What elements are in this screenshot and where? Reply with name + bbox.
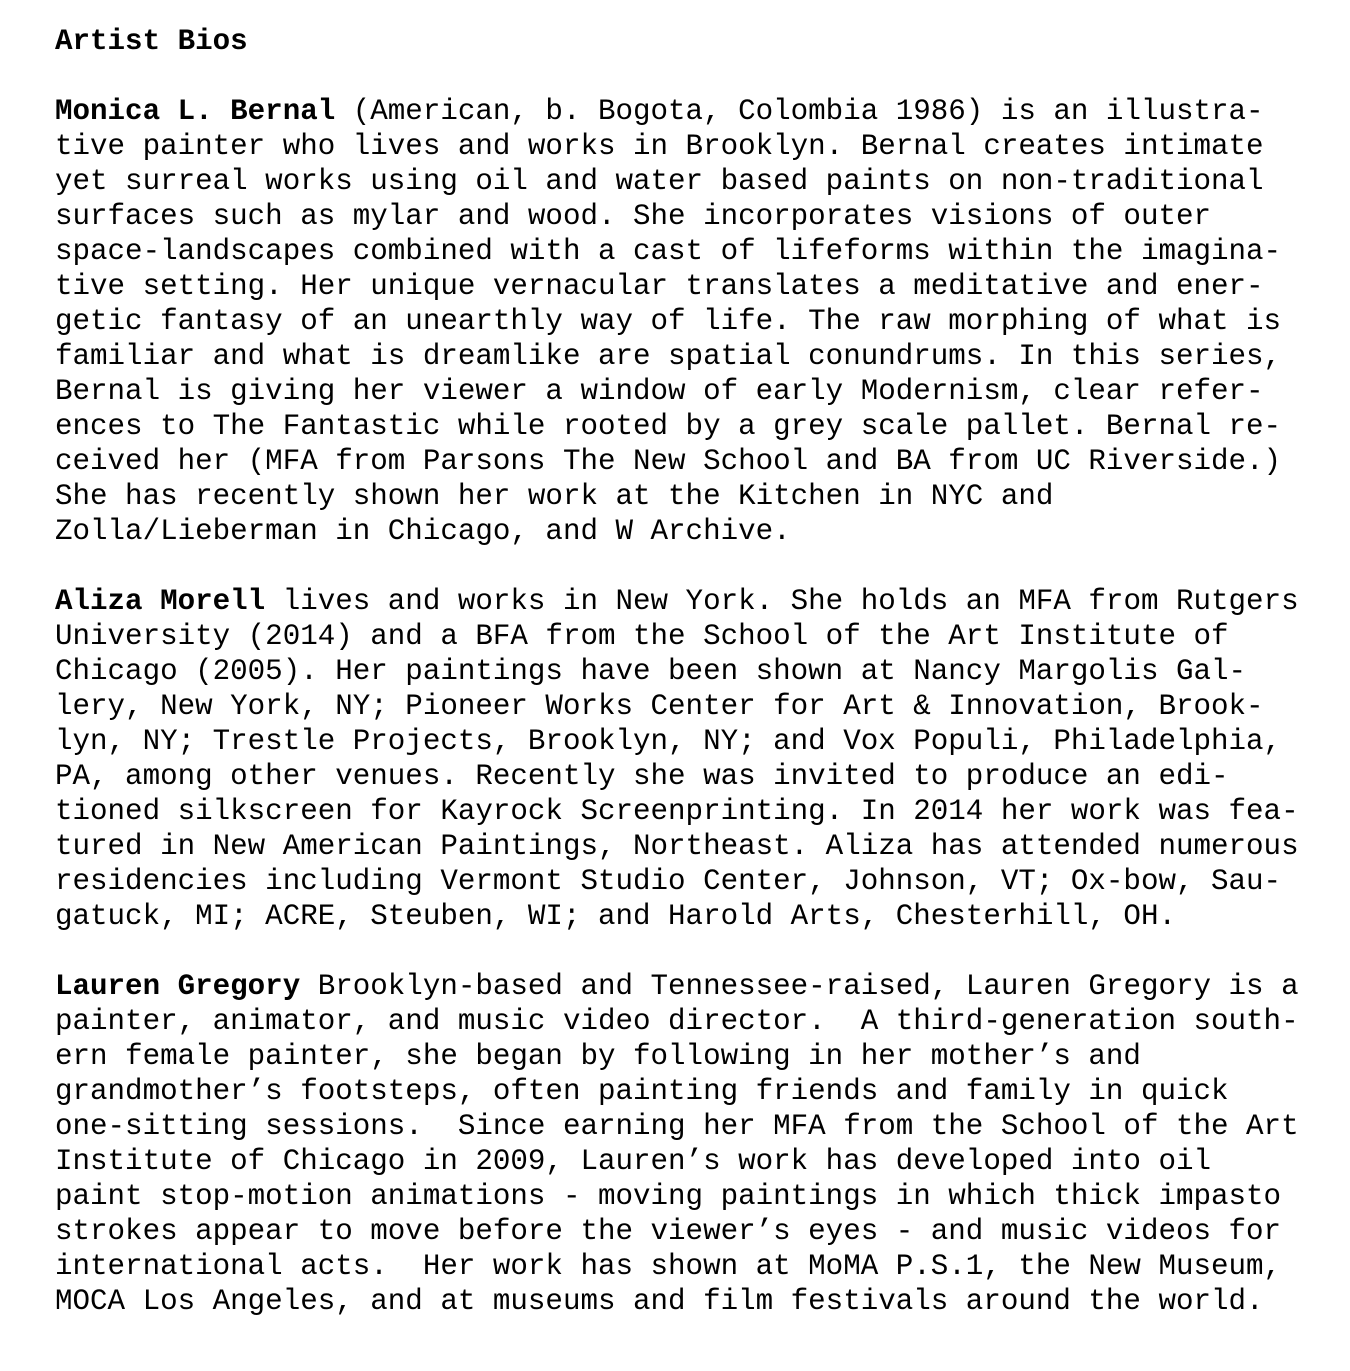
bio-line: lyn, NY; Trestle Projects, Brooklyn, NY; and Vox Populi, Philadelphia, [55,725,1282,758]
bio-aliza-morell [55,584,1325,934]
bio-line: familiar and what is dreamlike are spatial conundrums. In this series, [55,340,1282,373]
bio-line [55,969,1325,1004]
bio-line: tioned silkscreen for Kayrock Screenprinting. In 2014 her work was fea- [55,795,1299,828]
bio-line: getic fantasy of an unearthly way of life. The raw morphing of what is [55,305,1282,338]
bio-line: lery, New York, NY; Pioneer Works Center for Art & Innovation, Brook- [55,690,1264,723]
bio-text: (American, b. Bogota, Colombia 1986) is an illustra- [335,95,1264,128]
artist-name: Aliza Morell [55,585,266,618]
bio-monica-bernal [55,94,1325,549]
bio-line: Bernal is giving her viewer a window of early Modernism, clear refer- [55,375,1264,408]
bio-line: ern female painter, she began by following in her mother’s and [55,1040,1141,1073]
page-title: Artist Bios [55,25,248,58]
bio-line: University (2014) and a BFA from the School of the Art Institute of [55,620,1229,653]
bio-line [55,584,1325,619]
bio-line: grandmother’s footsteps, often painting friends and family in quick [55,1075,1229,1108]
bio-line: one-sitting sessions. Since earning her MFA from the School of the Art [55,1110,1299,1143]
bio-line: tive painter who lives and works in Brooklyn. Bernal creates intimate [55,130,1264,163]
bio-text: Brooklyn-based and Tennessee-raised, Lauren Gregory is a [300,970,1299,1003]
bio-line: MOCA Los Angeles, and at museums and film festivals around the world. [55,1285,1264,1318]
bio-line: surfaces such as mylar and wood. She incorporates visions of outer [55,200,1212,233]
bio-line: She has recently shown her work at the Kitchen in NYC and [55,480,1054,513]
bio-lauren-gregory [55,969,1325,1319]
bio-line: yet surreal works using oil and water based paints on non-traditional [55,165,1264,198]
bio-line: strokes appear to move before the viewer’s eyes - and music videos for [55,1215,1282,1248]
bio-line: tured in New American Paintings, Northeast. Aliza has attended numerous [55,830,1299,863]
bio-line: ences to The Fantastic while rooted by a grey scale pallet. Bernal re- [55,410,1282,443]
bio-line: painter, animator, and music video director. A third-generation south- [55,1005,1299,1038]
document-page [55,24,1325,1354]
bio-line: Institute of Chicago in 2009, Lauren’s work has developed into oil [55,1145,1212,1178]
bio-text: lives and works in New York. She holds an MFA from Rutgers [265,585,1299,618]
spacer [55,59,1325,94]
bio-line: PA, among other venues. Recently she was invited to produce an edi- [55,760,1229,793]
bio-line [55,94,1325,129]
bio-line: gatuck, MI; ACRE, Steuben, WI; and Harold Arts, Chesterhill, OH. [55,900,1176,933]
bio-line: Zolla/Lieberman in Chicago, and W Archive. [55,515,791,548]
artist-name: Monica L. Bernal [55,95,336,128]
bio-line: international acts. Her work has shown at MoMA P.S.1, the New Museum, [55,1250,1282,1283]
bio-line: tive setting. Her unique vernacular translates a meditative and ener- [55,270,1264,303]
bio-line: ceived her (MFA from Parsons The New School and BA from UC Riverside.) [55,445,1282,478]
bio-line: Chicago (2005). Her paintings have been shown at Nancy Margolis Gal- [55,655,1247,688]
artist-name: Lauren Gregory [55,970,301,1003]
bio-line: space-landscapes combined with a cast of lifeforms within the imagina- [55,235,1282,268]
bio-line: residencies including Vermont Studio Center, Johnson, VT; Ox-bow, Sau- [55,865,1282,898]
bio-line: paint stop-motion animations - moving paintings in which thick impasto [55,1180,1282,1213]
